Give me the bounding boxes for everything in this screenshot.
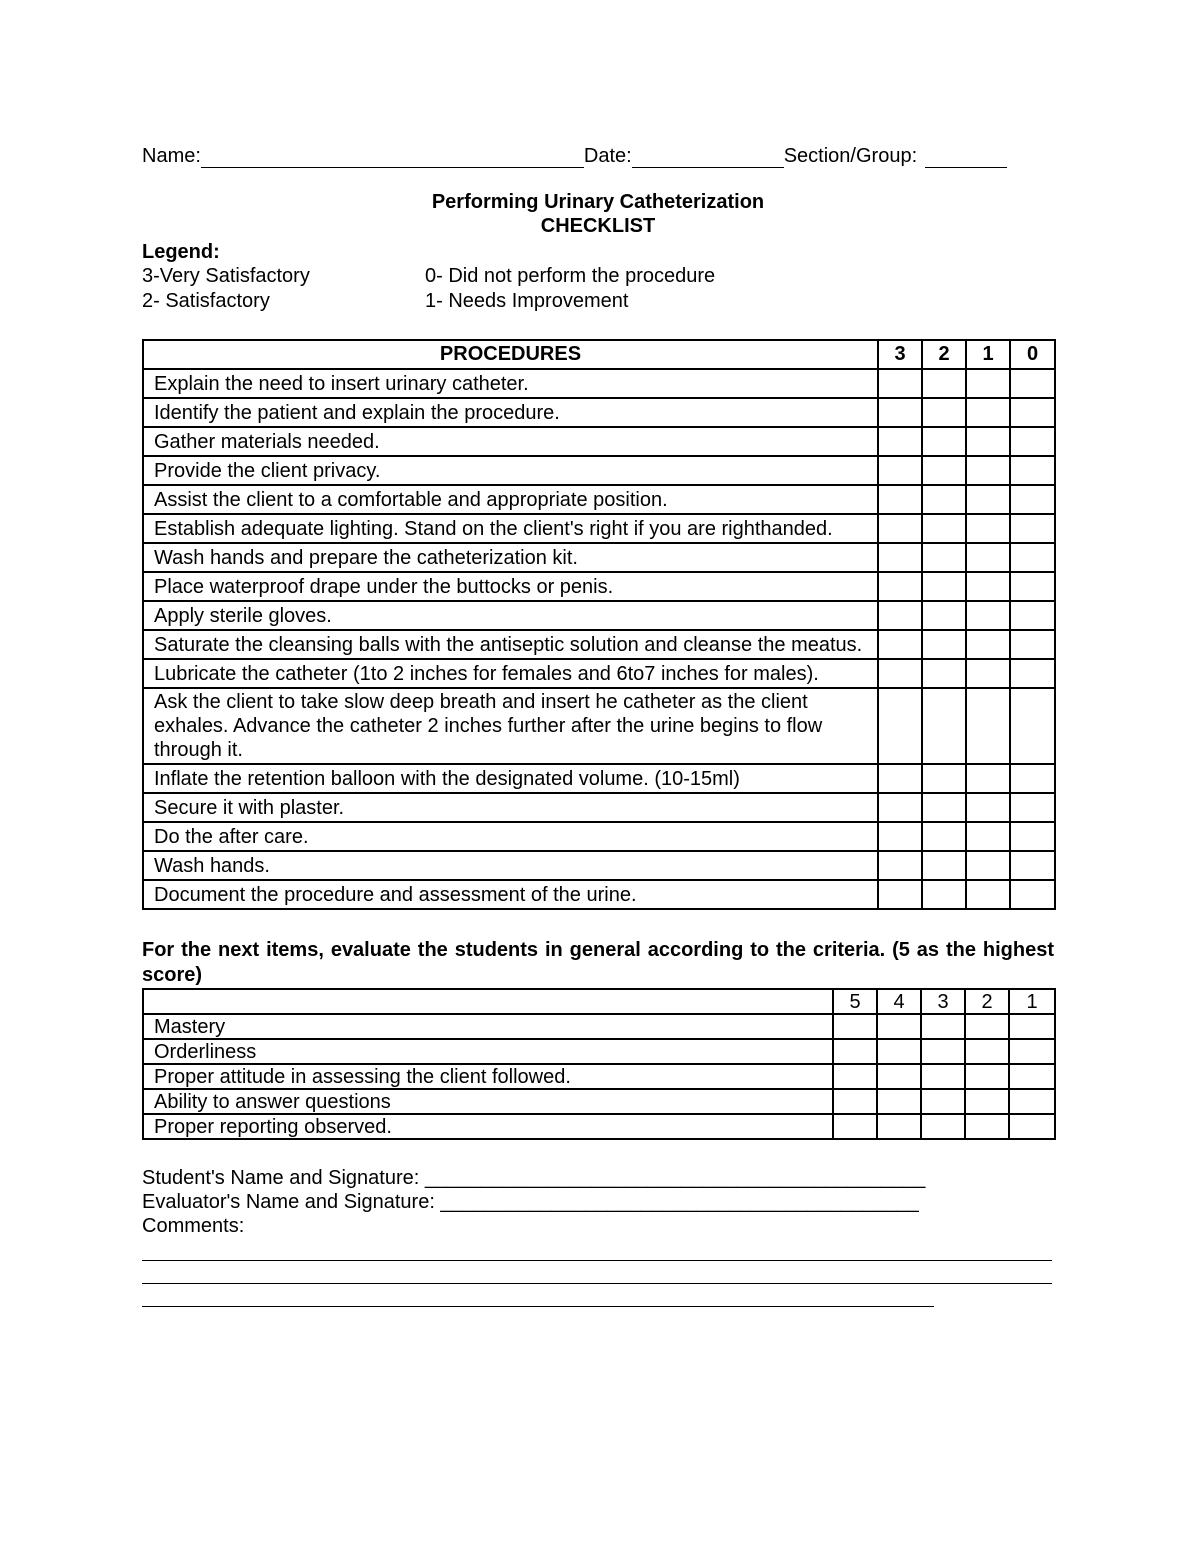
score-cell[interactable] — [922, 514, 966, 543]
score-cell[interactable] — [1009, 1064, 1055, 1089]
procedure-text: Saturate the cleansing balls with the antiseptic solution and cleanse the meatus. — [143, 630, 878, 659]
table-row — [143, 1089, 1055, 1114]
score-cell[interactable] — [966, 688, 1010, 764]
score-cell[interactable] — [1009, 1114, 1055, 1139]
score-cell[interactable] — [878, 514, 922, 543]
score-cell[interactable] — [966, 398, 1010, 427]
score-cell[interactable] — [921, 1014, 965, 1039]
date-field[interactable] — [632, 147, 784, 168]
legend-item: 0- Did not perform the procedure — [425, 265, 716, 287]
score-cell[interactable] — [878, 880, 922, 909]
score-cell[interactable] — [1010, 630, 1055, 659]
table-row — [143, 851, 1055, 880]
procedure-text: Explain the need to insert urinary catheter. — [143, 369, 878, 398]
score-header: 2 — [965, 989, 1009, 1014]
legend-item: 2- Satisfactory — [142, 290, 270, 312]
score-cell[interactable] — [965, 1039, 1009, 1064]
score-cell[interactable] — [965, 1064, 1009, 1089]
score-cell[interactable] — [878, 427, 922, 456]
comment-line[interactable] — [142, 1284, 934, 1307]
score-cell[interactable] — [966, 793, 1010, 822]
procedure-text: Gather materials needed. — [143, 427, 878, 456]
score-cell[interactable] — [1010, 880, 1055, 909]
score-cell[interactable] — [878, 851, 922, 880]
score-header: 0 — [1010, 340, 1055, 369]
score-cell[interactable] — [922, 485, 966, 514]
legend-item: 3-Very Satisfactory — [142, 265, 310, 287]
score-cell[interactable] — [1010, 822, 1055, 851]
table-header-row — [143, 989, 1055, 1014]
table-row — [143, 572, 1055, 601]
procedures-table — [142, 339, 1056, 910]
score-cell[interactable] — [922, 398, 966, 427]
score-cell[interactable] — [878, 688, 922, 764]
table-row — [143, 1039, 1055, 1064]
legend-row — [142, 289, 1054, 314]
score-header: 1 — [966, 340, 1010, 369]
score-cell[interactable] — [966, 543, 1010, 572]
procedure-text: Do the after care. — [143, 822, 878, 851]
score-cell[interactable] — [1010, 485, 1055, 514]
score-cell[interactable] — [878, 630, 922, 659]
criterion-text: Orderliness — [143, 1039, 833, 1064]
score-cell[interactable] — [833, 1089, 877, 1114]
score-cell[interactable] — [833, 1064, 877, 1089]
score-cell[interactable] — [921, 1114, 965, 1139]
score-cell[interactable] — [922, 572, 966, 601]
score-cell[interactable] — [877, 1114, 921, 1139]
score-header: 4 — [877, 989, 921, 1014]
score-cell[interactable] — [833, 1014, 877, 1039]
score-cell[interactable] — [922, 822, 966, 851]
score-cell[interactable] — [877, 1064, 921, 1089]
title-line-2: CHECKLIST — [540, 215, 656, 237]
table-row — [143, 427, 1055, 456]
section-group-field[interactable] — [925, 147, 1007, 168]
score-cell[interactable] — [966, 601, 1010, 630]
score-header: 1 — [1009, 989, 1055, 1014]
comment-line[interactable] — [142, 1261, 1052, 1284]
table-header-row — [143, 340, 1055, 369]
criterion-text: Proper attitude in assessing the client followed. — [143, 1064, 833, 1089]
document-title — [142, 190, 1054, 238]
table-row — [143, 1114, 1055, 1139]
score-cell[interactable] — [878, 601, 922, 630]
score-cell[interactable] — [878, 764, 922, 793]
score-cell[interactable] — [1010, 851, 1055, 880]
score-cell[interactable] — [878, 398, 922, 427]
table-row — [143, 630, 1055, 659]
evaluation-table — [142, 988, 1056, 1140]
score-cell[interactable] — [966, 851, 1010, 880]
score-cell[interactable] — [922, 764, 966, 793]
score-cell[interactable] — [1010, 427, 1055, 456]
procedure-text: Identify the patient and explain the procedure. — [143, 398, 878, 427]
score-cell[interactable] — [922, 688, 966, 764]
evaluator-signature-line[interactable]: Evaluator's Name and Signature: ___________________________________________ — [142, 1191, 919, 1213]
score-cell[interactable] — [878, 456, 922, 485]
score-cell[interactable] — [878, 485, 922, 514]
header-fields — [142, 140, 1054, 168]
criterion-text: Mastery — [143, 1014, 833, 1039]
procedure-text: Apply sterile gloves. — [143, 601, 878, 630]
table-row — [143, 880, 1055, 909]
procedure-text: Establish adequate lighting. Stand on the client's right if you are righthanded. — [143, 514, 878, 543]
table-row — [143, 764, 1055, 793]
name-label: Name: — [142, 145, 201, 167]
procedure-text: Lubricate the catheter (1to 2 inches for females and 6to7 inches for males). — [143, 659, 878, 688]
comment-line[interactable] — [142, 1238, 1052, 1261]
table-row — [143, 1064, 1055, 1089]
score-cell[interactable] — [966, 822, 1010, 851]
score-cell[interactable] — [833, 1114, 877, 1139]
score-cell[interactable] — [965, 1089, 1009, 1114]
checklist-page — [142, 140, 1054, 1307]
score-cell[interactable] — [878, 543, 922, 572]
score-cell[interactable] — [1009, 1014, 1055, 1039]
signature-section — [142, 1166, 1054, 1238]
table-row — [143, 601, 1055, 630]
score-cell[interactable] — [966, 572, 1010, 601]
score-cell[interactable] — [878, 572, 922, 601]
table-row — [143, 398, 1055, 427]
score-cell[interactable] — [877, 1014, 921, 1039]
score-cell[interactable] — [965, 1114, 1009, 1139]
table-row — [143, 543, 1055, 572]
score-cell[interactable] — [966, 514, 1010, 543]
criteria-header — [143, 989, 833, 1014]
score-cell[interactable] — [1010, 456, 1055, 485]
score-cell[interactable] — [921, 1039, 965, 1064]
score-cell[interactable] — [1010, 764, 1055, 793]
score-cell[interactable] — [965, 1014, 1009, 1039]
criterion-text: Proper reporting observed. — [143, 1114, 833, 1139]
procedure-text: Provide the client privacy. — [143, 456, 878, 485]
table-row — [143, 822, 1055, 851]
score-cell[interactable] — [922, 793, 966, 822]
table-row — [143, 369, 1055, 398]
score-cell[interactable] — [1010, 688, 1055, 764]
procedures-header: PROCEDURES — [143, 340, 878, 369]
title-line-1: Performing Urinary Catheterization — [431, 191, 765, 213]
procedure-text: Wash hands and prepare the catheterization kit. — [143, 543, 878, 572]
table-row — [143, 659, 1055, 688]
score-cell[interactable] — [878, 793, 922, 822]
score-cell[interactable] — [922, 851, 966, 880]
score-cell[interactable] — [878, 369, 922, 398]
comments-label: Comments: — [142, 1215, 245, 1237]
table-row — [143, 793, 1055, 822]
score-cell[interactable] — [966, 427, 1010, 456]
legend-row — [142, 264, 1054, 289]
procedure-text: Document the procedure and assessment of the urine. — [143, 880, 878, 909]
legend-title: Legend: — [142, 241, 220, 263]
score-cell[interactable] — [1009, 1089, 1055, 1114]
score-cell[interactable] — [1010, 514, 1055, 543]
score-cell[interactable] — [922, 543, 966, 572]
score-cell[interactable] — [922, 659, 966, 688]
score-cell[interactable] — [1010, 601, 1055, 630]
legend-item: 1- Needs Improvement — [425, 290, 629, 312]
procedure-text: Assist the client to a comfortable and appropriate position. — [143, 485, 878, 514]
score-cell[interactable] — [966, 456, 1010, 485]
score-cell[interactable] — [878, 659, 922, 688]
table-row — [143, 514, 1055, 543]
score-cell[interactable] — [1009, 1039, 1055, 1064]
score-header: 5 — [833, 989, 877, 1014]
score-cell[interactable] — [966, 880, 1010, 909]
score-cell[interactable] — [1010, 659, 1055, 688]
name-field[interactable] — [201, 147, 584, 168]
score-cell[interactable] — [833, 1039, 877, 1064]
score-cell[interactable] — [921, 1064, 965, 1089]
score-cell[interactable] — [922, 630, 966, 659]
score-header: 3 — [878, 340, 922, 369]
score-cell[interactable] — [966, 630, 1010, 659]
score-cell[interactable] — [878, 822, 922, 851]
score-cell[interactable] — [966, 764, 1010, 793]
score-cell[interactable] — [966, 659, 1010, 688]
score-cell[interactable] — [921, 1089, 965, 1114]
table-row — [143, 1014, 1055, 1039]
score-cell[interactable] — [966, 485, 1010, 514]
procedure-text: Secure it with plaster. — [143, 793, 878, 822]
procedure-text: Place waterproof drape under the buttocks or penis. — [143, 572, 878, 601]
procedure-text: Wash hands. — [143, 851, 878, 880]
score-cell[interactable] — [1010, 793, 1055, 822]
score-header: 2 — [922, 340, 966, 369]
score-cell[interactable] — [877, 1039, 921, 1064]
score-cell[interactable] — [1010, 398, 1055, 427]
score-cell[interactable] — [922, 456, 966, 485]
procedure-text: Inflate the retention balloon with the designated volume. (10-15ml) — [143, 764, 878, 793]
evaluation-instruction: For the next items, evaluate the students in general according to the criteria. (5 as the highest score) — [142, 939, 1054, 986]
student-signature-line[interactable]: Student's Name and Signature: _____________________________________________ — [142, 1167, 926, 1189]
score-cell[interactable] — [1010, 369, 1055, 398]
score-cell[interactable] — [922, 880, 966, 909]
section-group-label: Section/Group: — [783, 145, 918, 167]
procedure-text: Ask the client to take slow deep breath and insert he catheter as the client exhales. Advance the catheter 2 inches further after the urine begins to flow through it. — [143, 688, 878, 764]
score-header: 3 — [921, 989, 965, 1014]
table-row — [143, 688, 1055, 764]
score-cell[interactable] — [1010, 572, 1055, 601]
date-label: Date: — [583, 145, 632, 167]
score-cell[interactable] — [1010, 543, 1055, 572]
score-cell[interactable] — [877, 1089, 921, 1114]
score-cell[interactable] — [922, 369, 966, 398]
table-row — [143, 456, 1055, 485]
score-cell[interactable] — [922, 601, 966, 630]
criterion-text: Ability to answer questions — [143, 1089, 833, 1114]
table-row — [143, 485, 1055, 514]
score-cell[interactable] — [966, 369, 1010, 398]
score-cell[interactable] — [922, 427, 966, 456]
